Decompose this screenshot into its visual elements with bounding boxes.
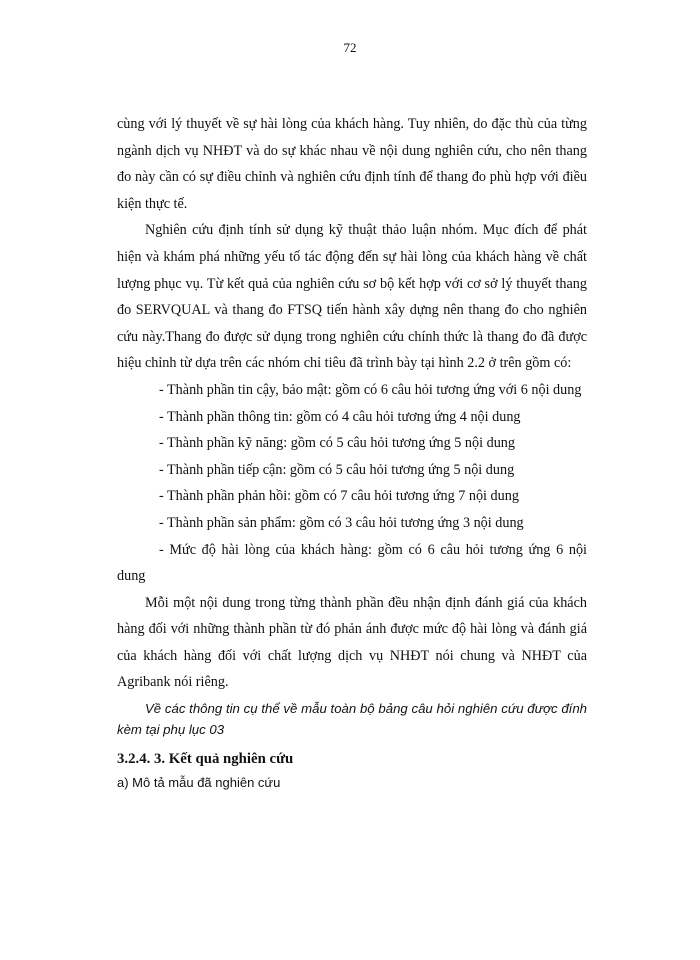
list-item: - Thành phần thông tin: gồm có 4 câu hỏi tương ứng 4 nội dung [159,408,521,425]
paragraph-2: Nghiên cứu định tính sử dụng kỹ thuật thảo luận nhóm. Mục đích để phát hiện và khám phá những yếu tố tác động đến sự hài lòng của khách hàng về chất lượng phục vụ. Từ kết quả của nghiên cứu sơ bộ kết hợp với cơ sở lý thuyết thang đo SERVQUAL và thang đo FTSQ tiến hành xây dựng nên thang đo cho nghiên cứu này.Thang đo được sử dụng trong nghiên cứu chính thức là thang đo đã được hiệu chỉnh từ dựa trên các nhóm chỉ tiêu đã trình bày tại hình 2.2 ở trên gồm có: [117,222,587,372]
list-item: - Thành phần tiếp cận: gồm có 5 câu hỏi tương ứng 5 nội dung [159,461,515,478]
list-item: - Thành phần kỹ năng: gồm có 5 câu hỏi tương ứng 5 nội dung [159,435,515,452]
page-body [117,111,587,794]
page-number: 72 [343,40,357,55]
list-item: - Mức độ hài lòng của khách hàng: gồm có 6 câu hỏi tương ứng 6 nội [159,541,587,558]
list-item: - Thành phần phản hồi: gồm có 7 câu hỏi tương ứng 7 nội dung [159,488,519,505]
appendix-note: Về các thông tin cụ thể về mẫu toàn bộ bảng câu hỏi nghiên cứu được đính kèm tại phụ lục 03 [117,701,587,738]
list-item: - Thành phần tin cậy, bảo mật: gồm có 6 câu hỏi tương ứng với 6 nội dung [159,381,582,398]
subsection-heading: a) Mô tả mẫu đã nghiên cứu [117,775,281,791]
paragraph-3: Mỗi một nội dung trong từng thành phần đều nhận định đánh giá của khách hàng đối với những thành phần từ đó phản ánh được mức độ hài lòng và đánh giá của khách hàng đối với chất lượng dịch vụ NHĐT nói chung và NHĐT của Agribank nói riêng. [117,594,587,691]
paragraph-1: cùng với lý thuyết về sự hài lòng của khách hàng. Tuy nhiên, do đặc thù của từng ngành dịch vụ NHĐT và do sự khác nhau về nội dung nghiên cứu, cho nên thang đo này cần có sự điều chỉnh và nghiên cứu định tính để thang đo phù hợp với điều kiện thực tế. [117,116,587,212]
list-item: - Thành phần sản phẩm: gồm có 3 câu hỏi tương ứng 3 nội dung [159,514,524,531]
list-item-continuation: dung [117,568,146,585]
component-list [117,377,587,563]
section-heading: 3.2.4. 3. Kết quả nghiên cứu [117,751,294,768]
